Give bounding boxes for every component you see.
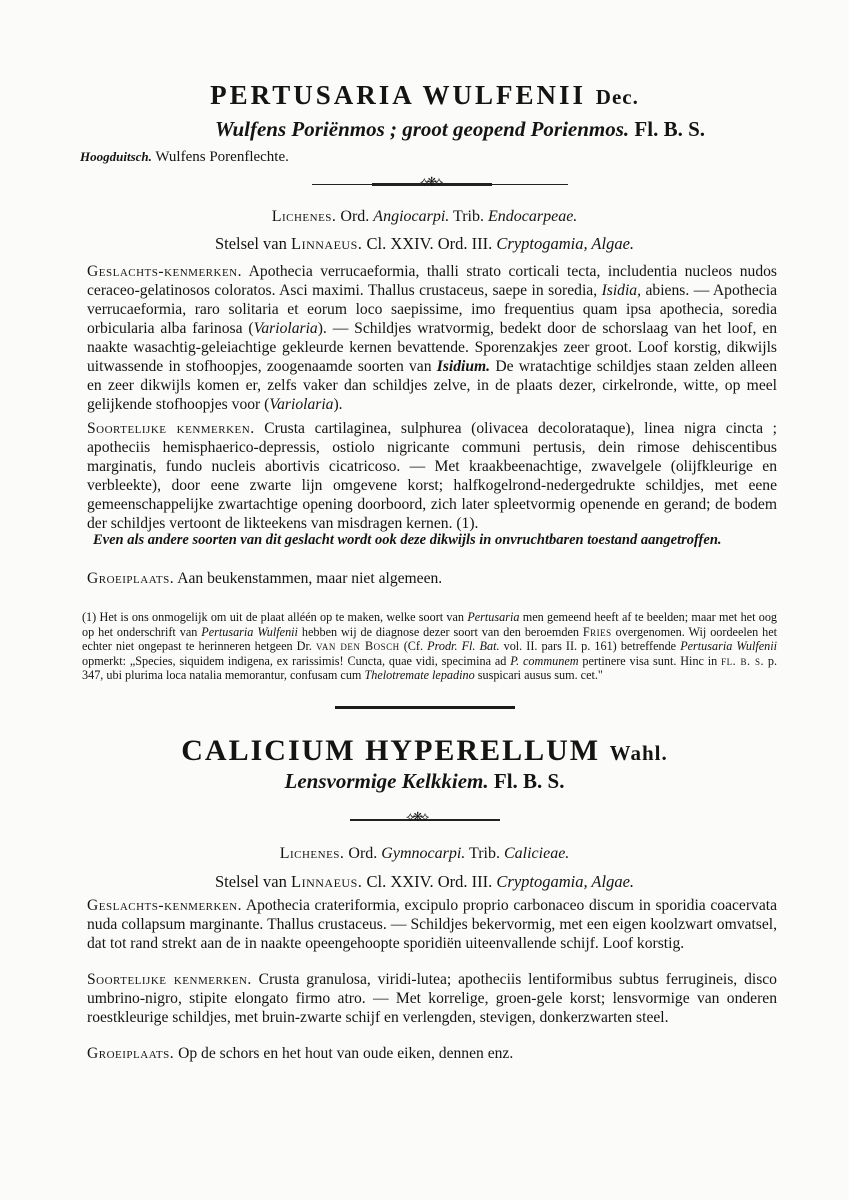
variolaria-term: Variolaria xyxy=(253,320,318,337)
genus-text-4: De wratachtige schildjes staan zelden alleen en zeer dikwijls komen er, zelfs vaker dan schildjes zelve, in de plaats dezer, cirkelronde, witte, op meel gelijkende stofhoopjes voor ( xyxy=(87,358,777,413)
footnote-text-5: (Cf. xyxy=(403,639,424,654)
isidium-term: Isidium. xyxy=(436,358,491,375)
ord-label: Ord. xyxy=(340,208,370,225)
habitat-text-2: Op de schors en het hout van oude eiken, dennen enz. xyxy=(178,1045,514,1062)
german-text: Wulfens Porenflechte. xyxy=(155,149,289,165)
habitat-label: Groeiplaats. xyxy=(87,570,175,587)
footnote-fl-b-s: fl. b. s. xyxy=(721,653,765,668)
species-label: Soortelijke kenmerken. xyxy=(87,420,255,437)
footnote-thelotremate: Thelotremate lepadino xyxy=(364,668,475,683)
entry2-class-line xyxy=(0,845,849,863)
footnote-text-6: vol. II. pars II. p. 161) betreffende xyxy=(503,639,677,654)
entry2-subtitle xyxy=(0,769,849,794)
ord-name: Angiocarpi. xyxy=(373,208,450,225)
entry1-footnote xyxy=(82,610,777,683)
footnote-prodr: Prodr. Fl. Bat. xyxy=(427,639,500,654)
footnote-van-den-bosch: van den Bosch xyxy=(316,639,400,654)
entry2-title xyxy=(0,734,849,768)
entry2-regions: Fl. B. S. xyxy=(493,769,565,793)
class-number-2: Cl. XXIV. xyxy=(366,872,434,891)
genus-text-3: ). — Schildjes wratvormig, bedekt door de schorslaag van het loof, en naakte wasachtig-geleiachtige gekleurde kernen bevattende. Sporenzakjes zeer groot. Loof korstig, dikwijls uitwassende in stofhoopjes, zoogenaamde soorten van xyxy=(87,320,777,375)
footnote-fries: Fries xyxy=(582,624,612,639)
species-label-2: Soortelijke kenmerken. xyxy=(87,971,252,988)
genus-text-entry2: Apothecia crateriformia, excipulo proprio carbonaceo discum in sporidia coacervata nuda collapsum marginante. Thallus crustaceus. — Schildjes bekervormig, met een eigen koolzwart omvatsel, dat tot rand strekt aan de in naakte opeengehoopte sporidiën uiteenvallende schijf. Loof korstig. xyxy=(87,897,777,952)
footnote-text-10: suspicari ausus sum. cet." xyxy=(477,668,603,683)
entry1-italic-note xyxy=(87,531,777,550)
footnote-pertusaria-wulfenii: Pertusaria Wulfenii xyxy=(201,624,298,639)
entry1-genus-paragraph xyxy=(87,262,777,414)
entry2-system-line xyxy=(0,872,849,892)
entry2-genus-paragraph xyxy=(87,896,777,953)
entry1-species-name: PERTUSARIA WULFENII xyxy=(210,80,587,110)
ornament-divider-1 xyxy=(312,174,568,189)
ord-label-2: Ord. xyxy=(348,845,378,862)
german-label: Hoogduitsch. xyxy=(80,149,152,164)
entry1-system-line xyxy=(0,234,849,254)
lichenes-label-2: Lichenes. xyxy=(279,845,345,862)
entry2-dutch-name: Lensvormige Kelkkiem. xyxy=(284,769,489,793)
entry1-habitat-paragraph xyxy=(87,569,777,588)
order-number: Ord. III. xyxy=(437,234,493,253)
entry2-species-name: CALICIUM HYPERELLUM xyxy=(181,734,601,767)
order-number-2: Ord. III. xyxy=(437,872,493,891)
habitat-text: Aan beukenstammen, maar niet algemeen. xyxy=(177,570,443,587)
footnote-text-1: Het is ons onmogelijk om uit de plaat alléén op te maken, welke soort van xyxy=(99,610,465,624)
system-prefix: Stelsel van xyxy=(214,234,287,253)
footnote-text-7: opmerkt: „Species, siquidem indigena, ex rarissimis! Cuncta, quae vidi, specimina ad xyxy=(82,653,507,668)
section-divider-rule xyxy=(335,706,515,709)
footnote-pertusaria-wulfenii-2: Pertusaria Wulfenii xyxy=(680,639,778,654)
italic-note-text: Even als andere soorten van dit geslacht wordt ook deze dikwijls in onvruchtbaren toestand aangetroffen. xyxy=(93,532,722,548)
class-number: Cl. XXIV. xyxy=(366,234,434,253)
habitat-label-2: Groeiplaats. xyxy=(87,1045,175,1062)
system-names-2: Cryptogamia, Algae. xyxy=(496,872,635,891)
ornament-knot-icon-2: ⟡❋⟡ xyxy=(406,809,428,824)
linnaeus-label-2: Linnaeus. xyxy=(291,872,363,891)
entry1-class-line xyxy=(0,208,849,226)
footnote-pertusaria: Pertusaria xyxy=(467,610,520,624)
entry2-author: Wahl. xyxy=(609,741,668,765)
ord-name-2: Gymnocarpi. xyxy=(381,845,466,862)
footnote-text-2: men gemeend heeft af te beelden; maar met het oog op het onderschrift van xyxy=(82,610,778,639)
footnote-text-8: pertinere visa sunt. Hinc in xyxy=(582,653,718,668)
genus-label: Geslachts-kenmerken. xyxy=(87,263,243,280)
genus-text-2: abiens. — Apothecia verrucaeformia, raro solitaria et eorum loco saepissime, imo frequentius quam ipsa apothecia, soredia orbicularia alba farinosa ( xyxy=(87,282,777,337)
lichenes-label: Lichenes. xyxy=(271,208,337,225)
entry1-subtitle xyxy=(110,117,810,142)
system-prefix-2: Stelsel van xyxy=(214,872,287,891)
entry2-habitat-paragraph xyxy=(87,1044,777,1063)
ornament-knot-icon: ⟡❋⟡ xyxy=(420,174,442,189)
entry1-author: Dec. xyxy=(595,85,639,109)
isidia-term: Isidia, xyxy=(601,282,641,299)
entry1-dutch-name: Wulfens Poriënmos ; groot geopend Porienmos. xyxy=(214,117,630,141)
genus-label-2: Geslachts-kenmerken. xyxy=(87,897,243,914)
ornament-divider-2 xyxy=(350,809,500,824)
trib-label: Trib. xyxy=(453,208,484,225)
trib-name: Endocarpeae. xyxy=(488,208,578,225)
trib-label-2: Trib. xyxy=(469,845,500,862)
footnote-p-communem: P. communem xyxy=(510,653,579,668)
entry1-german-name xyxy=(80,149,289,166)
footnote-marker: (1) xyxy=(82,610,97,624)
genus-text: Apothecia verrucaeformia, thalli strato corticali tecta, includentia nucleos nudos ceraceo-gelatinosos coloratos. Asci maximi. Thallus crustaceus, saepe in soredia, xyxy=(87,263,777,299)
footnote-text-9: p. 347, ubi plurima loca natalia memorantur, confusam cum xyxy=(82,653,778,683)
variolaria-term-2: Variolaria xyxy=(269,396,334,413)
entry1-species-paragraph xyxy=(87,419,777,533)
species-text-entry2: Crusta granulosa, viridi-lutea; apotheciis lentiformibus subtus ferrugineis, disco umbrino-nigro, stipite elongato firmo atro. — Met korrelige, groen-gele korst; lensvormige van onderen roestkleurige schildjes, met bruin-zwarte schijf en verlengden, stevigen, donkerzwarten steel. xyxy=(87,971,777,1026)
linnaeus-label: Linnaeus. xyxy=(291,234,363,253)
species-text: Crusta cartilaginea, sulphurea (olivacea decolorataque), linea nigra cincta ; apotheciis hemisphaerico-depressis, ostiolo nigricante communi pertusis, dein rimose dehiscentibus marginatis, fundo nucleis abortivis cicatricoso. — Met kraakbeenachtige, zwavelgele (olijfkleurige en verbleekte), door eene zwarte lijn omgevene korst; halfkogelrond-nedergedrukte schildjes, met eene gemeenschappelijke zwartachtige opening doorboord, zich later spleetvormig openende en gerand; de bodem der schildjes vertoont de likteekens van misdragen kernen. (1). xyxy=(87,420,777,532)
genus-text-5: ). xyxy=(333,396,343,413)
footnote-text-3: hebben wij de diagnose dezer soort van den beroemden xyxy=(301,624,579,639)
entry2-species-paragraph xyxy=(87,970,777,1027)
entry1-regions: Fl. B. S. xyxy=(634,117,706,141)
footnote-text-4: overgenomen. Wij oordeelen het echter niet ongepast te herinneren hetgeen Dr. xyxy=(82,624,778,654)
trib-name-2: Caliciеae. xyxy=(503,845,570,862)
entry1-title xyxy=(0,80,849,111)
system-names: Cryptogamia, Algae. xyxy=(496,234,635,253)
